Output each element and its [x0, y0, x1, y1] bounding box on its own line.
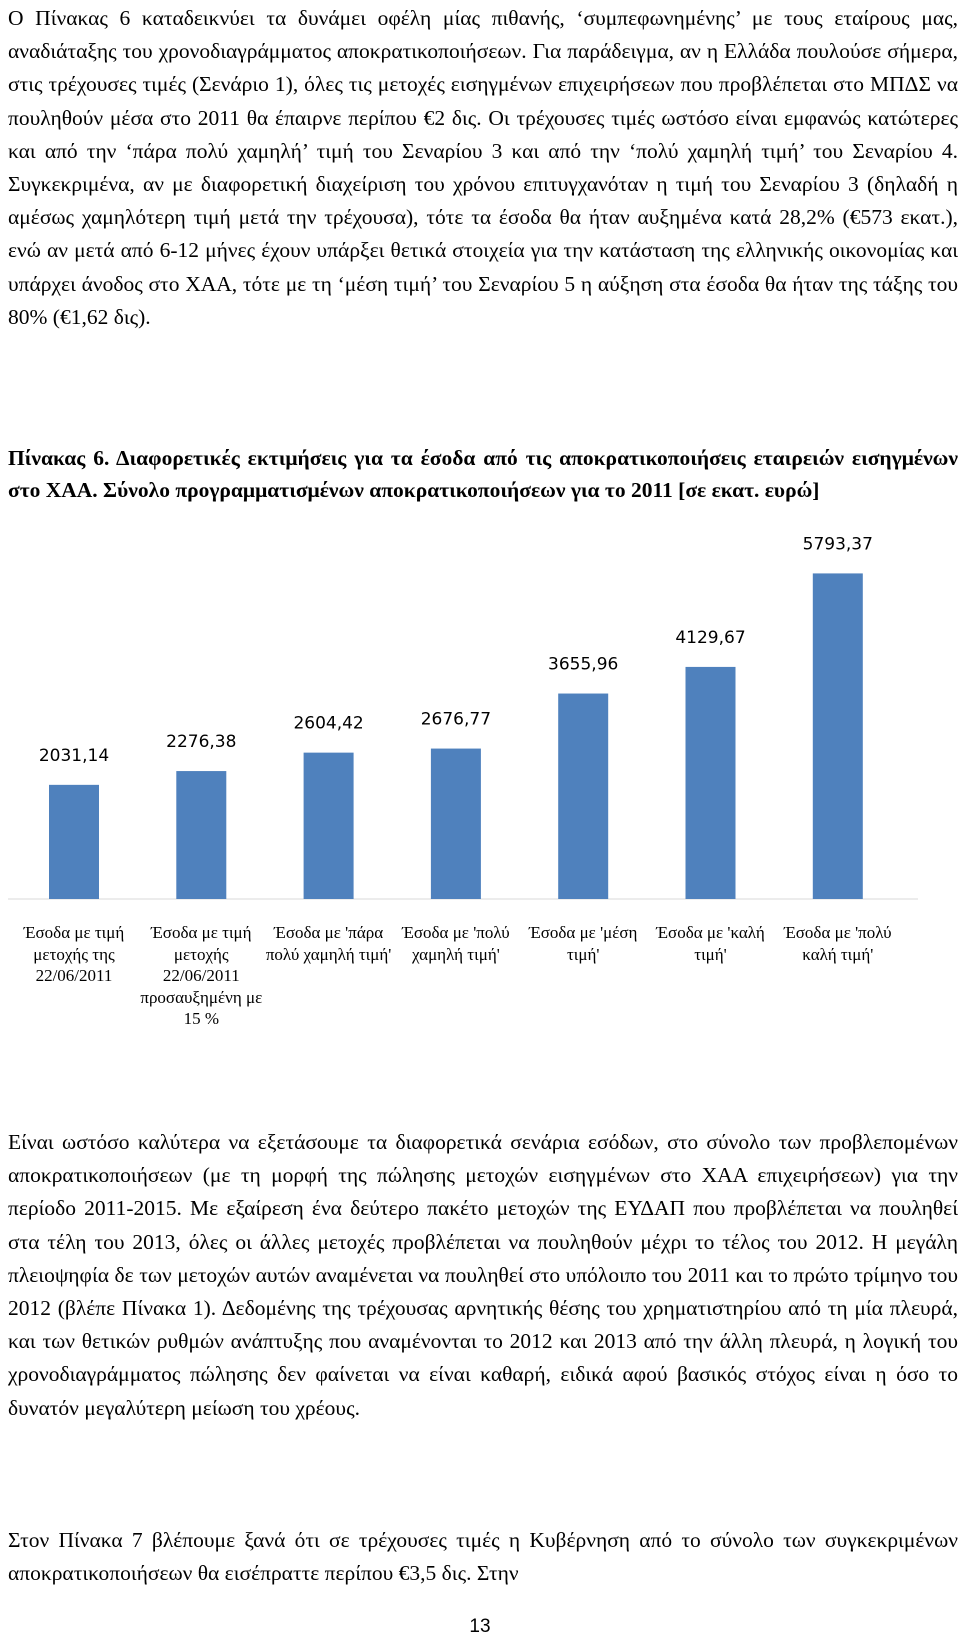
category-label-1: Έσοδα με τιμή μετοχής της 22/06/2011: [23, 923, 125, 985]
bar-2: [176, 771, 226, 899]
data-label-5: 3655,96: [548, 654, 619, 675]
bar-7: [813, 573, 863, 899]
data-label-1: 2031,14: [38, 745, 110, 766]
data-label-2: 2276,38: [166, 732, 237, 753]
revenue-bar-chart: [0, 534, 960, 1095]
bar-3: [304, 753, 354, 899]
category-label-6: Έσοδα με 'καλή τιμή': [656, 923, 765, 964]
category-label-5: Έσοδα με 'μέση τιμή': [528, 923, 638, 964]
bar-6: [686, 667, 736, 899]
chart-plot: [0, 534, 960, 920]
intro-paragraph: Ο Πίνακας 6 καταδεικνύει τα δυνάμει οφέλη μίας πιθανής, ‘συμπεφωνημένης’ με τους εταίρους μας, αναδιάταξης του χρονοδιαγράμματος αποκρατικοποιήσεων. Για παράδειγμα, αν η Ελλάδα πουλούσε σήμερα, στις τρέχουσες τιμές (Σενάριο 1), όλες τις μετοχές εισηγμένων επιχειρήσεων που προβλέπεται στο ΜΠΔΣ να πουληθούν μέσα στο 2011 θα έπαιρνε περίπου €2 δις. Οι τρέχουσες τιμές ωστόσο είναι εμφανώς κατώτερες και από την ‘πάρα πολύ χαμηλή’ τιμή του Σεναρίου 3 και από την ‘πολύ χαμηλή τιμή’ του Σεναρίου 4. Συγκεκριμένα, αν με διαφορετική διαχείριση του χρόνου επιτυγχανόταν η τιμή του Σεναρίου 3 (δηλαδή η αμέσως χαμηλότερη τιμή μετά την τρέχουσα), τότε τα έσοδα θα ήταν αυξημένα κατά 28,2% (€573 εκατ.), ενώ αν μετά από 6-12 μήνες έχουν υπάρξει θετικά στοιχεία για την κατάσταση της ελληνικής οικονομίας και υπάρχει άνοδος στο ΧΑΑ, τότε με τη ‘μέση τιμή’ του Σεναρίου 5 η αύξηση στα έσοδα θα ήταν της τάξης του 80% (€1,62 δις).: [8, 6, 958, 329]
closing-paragraph: Στον Πίνακα 7 βλέπουμε ξανά ότι σε τρέχουσες τιμές η Κυβέρνηση από το σύνολο των συγκεκριμένων αποκρατικοποιήσεων θα εισέπραττε περίπου €3,5 δις. Στην: [8, 1528, 958, 1586]
bar-5: [558, 694, 608, 899]
data-label-6: 4129,67: [675, 627, 746, 648]
table-heading: Πίνακας 6. Διαφορετικές εκτιμήσεις για τα έσοδα από τις αποκρατικοποιήσεις εταιρειών εισηγμένων στο ΧΑΑ. Σύνολο προγραμματισμένων αποκρατικοποιήσεων για το 2011 [σε εκατ. ευρώ]: [8, 446, 958, 502]
data-label-3: 2604,42: [293, 713, 364, 734]
category-label-3: Έσοδα με 'πάρα πολύ χαμηλή τιμή': [265, 923, 392, 964]
data-label-7: 5793,37: [802, 534, 873, 555]
page-number: 13: [469, 1616, 491, 1637]
category-label-7: Έσοδα με 'πολύ καλή τιμή': [783, 923, 892, 964]
bar-1: [49, 785, 99, 899]
category-label-4: Έσοδα με 'πολύ χαμηλή τιμή': [402, 923, 510, 964]
body-paragraph: Είναι ωστόσο καλύτερα να εξετάσουμε τα διαφορετικά σενάρια εσόδων, στο σύνολο των προβλεπομένων αποκρατικοποιήσεων (με τη μορφή της πώλησης μετοχών εισηγμένων στο ΧΑΑ επιχειρήσεων) για την περίοδο 2011-2015. Με εξαίρεση ένα δεύτερο πακέτο μετοχών της ΕΥΔΑΠ που προβλέπεται να πουληθεί στα τέλη του 2013, όλες οι άλλες μετοχές προβλέπεται να πουληθούν μέχρι το τέλος του 2012. Η μεγάλη πλειοψηφία δε των μετοχών αυτών αναμένεται να πουληθεί στο υπόλοιπο του 2011 και το πρώτο τρίμηνο του 2012 (βλέπε Πίνακα 1). Δεδομένης της τρέχουσας αρνητικής θέσης του χρηματιστηρίου από τη μία πλευρά, και των θετικών ρυθμών ανάπτυξης που αναμένονται το 2012 και 2013 από την άλλη πλευρά, η λογική του χρονοδιαγράμματος πώλησης δεν φαίνεται να είναι καθαρή, ειδικά αφού βασικός στόχος είναι η όσο το δυνατόν μεγαλύτερη μείωση του χρέους.: [8, 1130, 958, 1420]
bar-4: [431, 749, 481, 899]
data-label-4: 2676,77: [420, 709, 492, 730]
category-label-2: Έσοδα με τιμή μετοχής 22/06/2011 προσαυξημένη με 15 %: [140, 923, 263, 1028]
